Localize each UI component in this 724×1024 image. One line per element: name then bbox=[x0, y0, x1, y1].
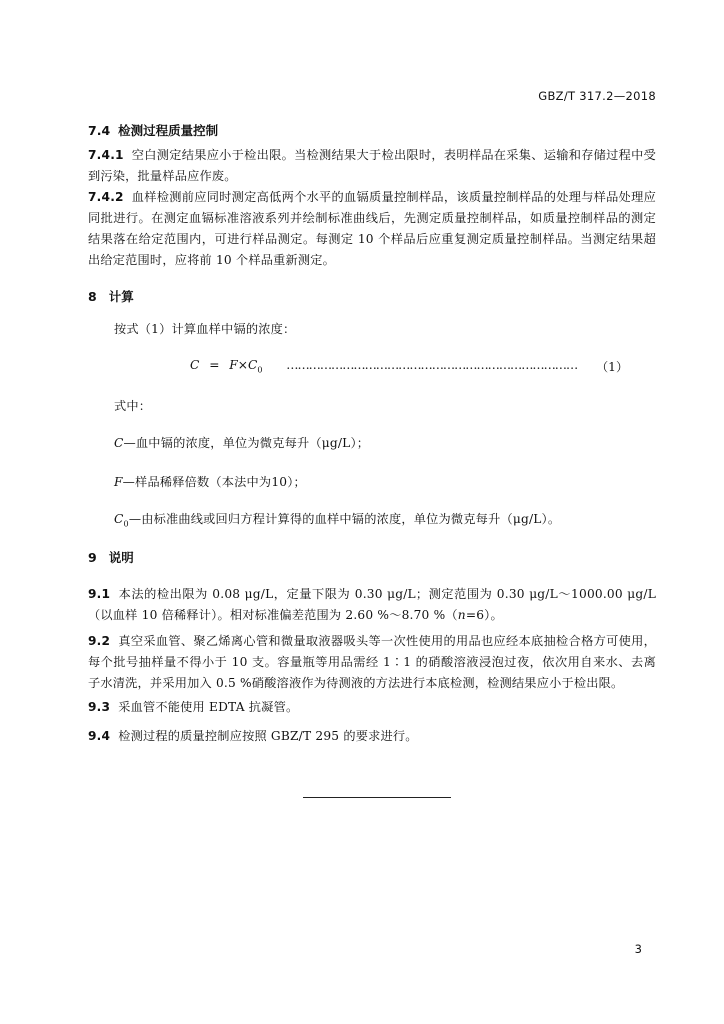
sample-count-symbol: n bbox=[457, 608, 466, 622]
section-number: 8 bbox=[88, 289, 97, 304]
clause-text: 血样检测前应同时测定高低两个水平的血镉质量控制样品，该质量控制样品的处理与样品处理应同批进行。在测定血镉标准溶液系列并绘制标准曲线后，先测定质量控制样品，如质量控制样品的测定结果落在给定范围内，可进行样品测定。每测定 10 个样品后应重复测定质量控制样品。当测定结果超出给定范围时，应将前 10 个样品重新测定。 bbox=[88, 190, 656, 267]
paragraph-9-1 bbox=[88, 584, 656, 626]
paragraph-7-4-1 bbox=[88, 145, 656, 187]
formula-times: × bbox=[237, 358, 248, 372]
formula-lhs: C bbox=[190, 358, 200, 372]
clause-text: 真空采血管、聚乙烯离心管和微量取液器吸头等一次性使用的用品也应经本底抽检合格方可使用，每个批号抽样量不得小于 10 支。容量瓶等用品需经 1∶1 的硝酸溶液浸泡过夜，依次用自来水、去离子水清洗，并采用加入 0.5 %硝酸溶液作为待测液的方法进行本底检测，检测结果应小于检出限。 bbox=[88, 634, 656, 690]
section-8-heading bbox=[88, 287, 134, 305]
formula-intro: 按式（1）计算血样中镉的浓度： bbox=[114, 322, 296, 336]
document-code: GBZ/T 317.2—2018 bbox=[538, 89, 656, 103]
clause-text: 检测过程的质量控制应按照 GBZ/T 295 的要求进行。 bbox=[118, 729, 418, 743]
formula-1 bbox=[190, 358, 577, 374]
end-rule bbox=[303, 797, 451, 798]
clause-number: 9.4 bbox=[88, 729, 111, 743]
paragraph-9-2 bbox=[88, 631, 656, 694]
clause-text: 空白测定结果应小于检出限。当检测结果大于检出限时，表明样品在采集、运输和存储过程中受到污染，批量样品应作废。 bbox=[88, 148, 656, 183]
page-number: 3 bbox=[634, 942, 642, 956]
paragraph-7-4-2 bbox=[88, 187, 656, 271]
section-number: 7.4 bbox=[88, 123, 111, 138]
section-7-4-heading bbox=[88, 121, 218, 139]
section-title: 计算 bbox=[108, 289, 134, 304]
clause-number: 9.3 bbox=[88, 700, 111, 714]
definition-symbol: C bbox=[114, 436, 124, 450]
clause-number: 7.4.1 bbox=[88, 148, 124, 162]
definition-c0 bbox=[114, 509, 654, 534]
definition-text: —由标准曲线或回归方程计算得的血样中镉的浓度，单位为微克每升（μg/L）。 bbox=[128, 512, 561, 526]
section-9-heading bbox=[88, 548, 134, 566]
clause-text: 本法的检出限为 0.08 μg/L，定量下限为 0.30 μg/L；测定范围为 0.30 μg/L～1000.00 μg/L（以血样 10 倍稀释计）。相对标准偏差范围为 2.60 %～8.70 %（ bbox=[88, 587, 656, 622]
definition-symbol: C bbox=[114, 512, 124, 526]
section-title: 说明 bbox=[108, 550, 134, 565]
clause-number: 9.2 bbox=[88, 634, 111, 648]
section-number: 9 bbox=[88, 550, 97, 565]
paragraph-9-3 bbox=[88, 697, 656, 718]
definition-f bbox=[114, 472, 634, 493]
formula-factor: F bbox=[229, 358, 238, 372]
definition-symbol: F bbox=[114, 475, 123, 489]
paragraph-9-4 bbox=[88, 726, 656, 747]
section-title: 检测过程质量控制 bbox=[118, 123, 219, 138]
definition-subscript: 0 bbox=[123, 519, 129, 529]
formula-equals: = bbox=[209, 358, 220, 372]
where-label: 式中： bbox=[114, 399, 152, 413]
definition-text: —血中镉的浓度，单位为微克每升（μg/L）； bbox=[123, 436, 370, 450]
clause-number: 7.4.2 bbox=[88, 190, 124, 204]
formula-concentration: C bbox=[247, 358, 258, 372]
formula-leader-dots: …………………………………………………………………… bbox=[286, 358, 578, 372]
clause-text-end: =6）。 bbox=[465, 608, 503, 622]
clause-text: 采血管不能使用 EDTA 抗凝管。 bbox=[118, 700, 299, 714]
formula-subscript: 0 bbox=[257, 365, 263, 375]
clause-number: 9.1 bbox=[88, 587, 111, 601]
definition-text: —样品稀释倍数（本法中为10）； bbox=[122, 475, 306, 489]
definition-c bbox=[114, 433, 634, 454]
formula-label: （1） bbox=[596, 360, 629, 374]
